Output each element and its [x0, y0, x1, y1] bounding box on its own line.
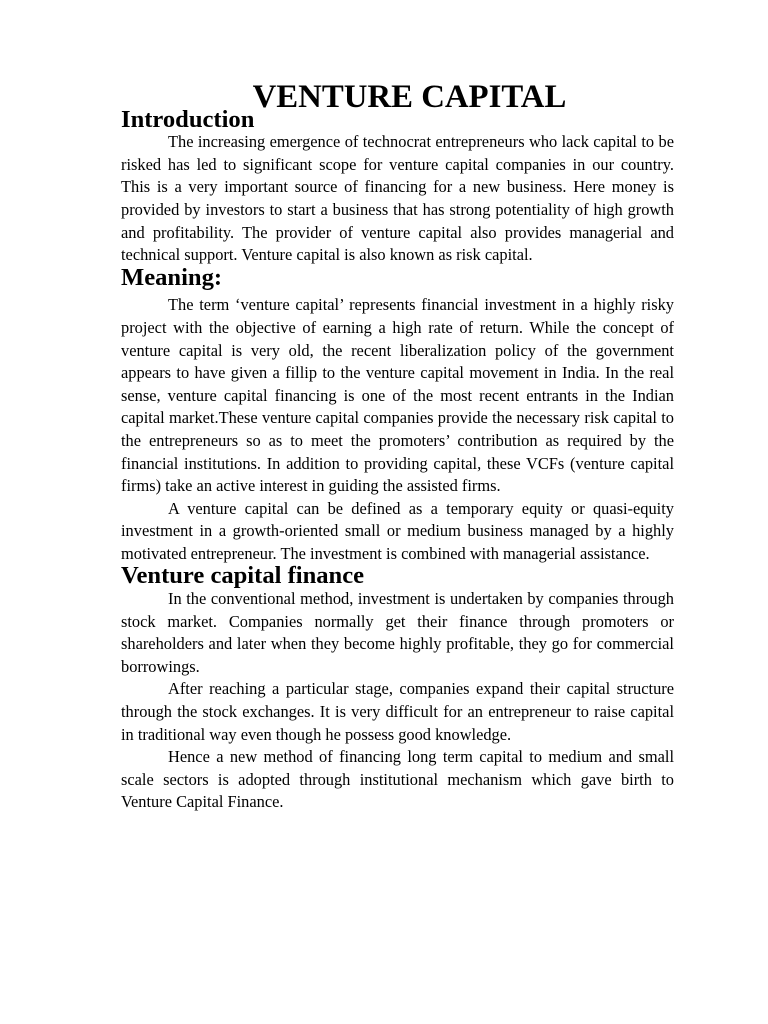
section-introduction — [121, 105, 674, 267]
document-page — [121, 79, 674, 814]
paragraph: Hence a new method of financing long term capital to medium and small scale sectors is adopted through institutional mechanism which gave birth to Venture Capital Finance. — [121, 747, 674, 812]
paragraph: The term ‘venture capital’ represents financial investment in a highly risky project with the objective of earning a high rate of return. While the concept of venture capital is very old, the recent liberalization policy of the government appears to have given a fillip to the venture capital movement in India. In the real sense, venture capital financing is one of the most recent entrants in the Indian capital market.These venture capital companies provide the necessary risk capital to the entrepreneurs so as to meet the promoters’ contribution as required by the financial institutions. In addition to providing capital, these VCFs (venture capital firms) take an active interest in guiding the assisted firms. — [121, 295, 674, 496]
document-title: VENTURE CAPITAL — [252, 79, 567, 115]
section-venture-capital-finance — [121, 562, 674, 814]
paragraph: In the conventional method, investment is undertaken by companies through stock market. Companies normally get their finance through promoters or shareholders and later when they become highly profitable, they go for commercial borrowings. — [121, 589, 674, 676]
paragraph: A venture capital can be defined as a temporary equity or quasi-equity investment in a growth-oriented small or medium business managed by a highly motivated entrepreneur. The investment is combined with managerial assistance. — [121, 498, 674, 563]
section-heading: Meaning: — [121, 263, 223, 291]
section-meaning — [121, 263, 674, 566]
paragraph: The increasing emergence of technocrat entrepreneurs who lack capital to be risked has led to significant scope for venture capital companies in our country. This is a very important source of financing for a new business. Here money is provided by investors to start a business that has strong potentiality of high growth and profitability. The provider of venture capital also provides managerial and technical support. Venture capital is also known as risk capital. — [121, 132, 674, 265]
section-heading: Introduction — [121, 105, 255, 133]
section-heading: Venture capital finance — [121, 562, 365, 590]
paragraph: After reaching a particular stage, companies expand their capital structure through the stock exchanges. It is very difficult for an entrepreneur to raise capital in traditional way even though he possess good knowledge. — [121, 679, 674, 744]
